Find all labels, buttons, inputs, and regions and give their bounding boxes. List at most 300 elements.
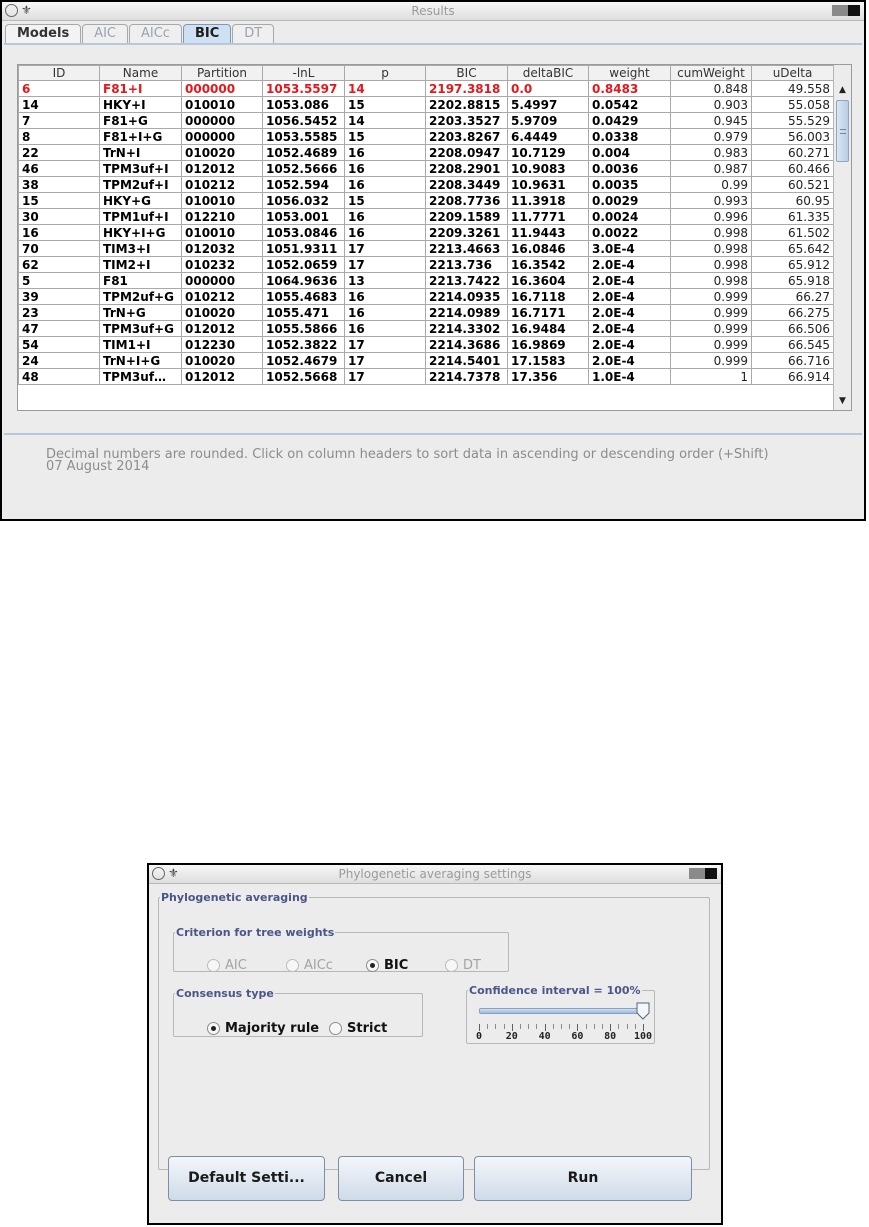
cell-partition: 012012 [182, 161, 263, 177]
table-row[interactable] [19, 273, 834, 289]
cell-partition: 010010 [182, 97, 263, 113]
slider-tick [520, 1024, 521, 1029]
cell-weight: 0.0022 [589, 225, 671, 241]
cell-id: 6 [19, 81, 100, 97]
cell-cumweight: 0.987 [671, 161, 752, 177]
cell-weight: 1.0E-4 [589, 369, 671, 385]
cell-cumweight: 0.999 [671, 337, 752, 353]
cell-deltabic: 10.7129 [508, 145, 589, 161]
radio-icon [207, 959, 220, 972]
cell-bic: 2208.3449 [426, 177, 508, 193]
cell-lnl: 1052.0659 [263, 257, 345, 273]
footnote-date: 07 August 2014 [46, 459, 150, 474]
cell-bic: 2214.3302 [426, 321, 508, 337]
tick-label: 100 [633, 1031, 653, 1042]
cell-name: TrN+I [100, 145, 182, 161]
cell-partition: 012230 [182, 337, 263, 353]
cell-name: TPM2uf+I [100, 177, 182, 193]
radio-icon [286, 959, 299, 972]
cell-partition: 010020 [182, 305, 263, 321]
cell-p: 16 [345, 177, 426, 193]
radio-icon [445, 959, 458, 972]
cell-bic: 2214.5401 [426, 353, 508, 369]
criterion-option-dt[interactable] [445, 958, 481, 973]
confidence-label: Confidence interval = 100% [469, 984, 641, 997]
cell-bic: 2213.7422 [426, 273, 508, 289]
cell-udelta: 65.918 [752, 273, 834, 289]
table-row[interactable] [19, 129, 834, 145]
consensus-option-strict[interactable] [329, 1021, 387, 1036]
consensus-label: Consensus type [176, 987, 274, 1000]
cell-p: 17 [345, 369, 426, 385]
cell-deltabic: 16.3542 [508, 257, 589, 273]
cell-weight: 0.004 [589, 145, 671, 161]
scroll-down-icon[interactable]: ▼ [839, 396, 846, 406]
cell-partition: 000000 [182, 113, 263, 129]
cell-lnl: 1053.5585 [263, 129, 345, 145]
window-title: Results [411, 4, 455, 18]
cell-weight: 0.8483 [589, 81, 671, 97]
cell-weight: 0.0029 [589, 193, 671, 209]
slider-tick [536, 1024, 537, 1029]
app-icon: ⚜ [21, 3, 32, 17]
criterion-option-aicc[interactable] [286, 958, 333, 973]
cell-deltabic: 10.9631 [508, 177, 589, 193]
table-row[interactable] [19, 177, 834, 193]
cell-bic: 2208.2901 [426, 161, 508, 177]
column-header-deltabic[interactable]: deltaBIC [508, 66, 589, 81]
cell-name: TPM3uf+I [100, 161, 182, 177]
cell-deltabic: 16.9484 [508, 321, 589, 337]
cell-cumweight: 0.999 [671, 289, 752, 305]
cell-lnl: 1055.5866 [263, 321, 345, 337]
slider-tick [627, 1024, 628, 1029]
results-table [18, 65, 834, 385]
cell-name: TrN+I+G [100, 353, 182, 369]
cell-deltabic: 16.0846 [508, 241, 589, 257]
cell-partition: 012012 [182, 321, 263, 337]
cell-udelta: 60.466 [752, 161, 834, 177]
cell-partition: 010020 [182, 145, 263, 161]
cell-lnl: 1052.4689 [263, 145, 345, 161]
cell-cumweight: 0.998 [671, 273, 752, 289]
cell-weight: 2.0E-4 [589, 289, 671, 305]
cell-bic: 2213.4663 [426, 241, 508, 257]
cell-partition: 000000 [182, 81, 263, 97]
cell-udelta: 60.95 [752, 193, 834, 209]
cell-cumweight: 0.993 [671, 193, 752, 209]
cell-weight: 2.0E-4 [589, 337, 671, 353]
cell-deltabic: 16.7118 [508, 289, 589, 305]
cell-bic: 2209.1589 [426, 209, 508, 225]
tab-divider [4, 43, 862, 45]
cell-udelta: 55.058 [752, 97, 834, 113]
dialog-body [149, 884, 721, 1223]
cell-udelta: 65.642 [752, 241, 834, 257]
cell-name: HKY+I+G [100, 225, 182, 241]
results-table-body [19, 81, 834, 385]
cell-cumweight: 0.998 [671, 225, 752, 241]
cell-weight: 0.0035 [589, 177, 671, 193]
tick-label: 80 [604, 1031, 617, 1042]
cell-p: 16 [345, 209, 426, 225]
cell-lnl: 1056.032 [263, 193, 345, 209]
criterion-label: Criterion for tree weights [176, 926, 335, 939]
confidence-ticks [479, 1024, 643, 1030]
results-titlebar[interactable] [2, 2, 864, 21]
cell-lnl: 1052.5668 [263, 369, 345, 385]
consensus-option-label: Strict [347, 1021, 388, 1036]
confidence-slider-track[interactable] [479, 1008, 643, 1014]
cell-udelta: 66.716 [752, 353, 834, 369]
cell-name: TIM1+I [100, 337, 182, 353]
footnote [46, 449, 769, 473]
cell-lnl: 1053.001 [263, 209, 345, 225]
tick-label: 0 [475, 1031, 483, 1042]
tick-label: 40 [538, 1031, 551, 1042]
column-header-lnl[interactable]: -lnL [263, 66, 345, 81]
table-scrollbar[interactable] [833, 65, 851, 410]
cell-deltabic: 17.1583 [508, 353, 589, 369]
cell-id: 70 [19, 241, 100, 257]
cell-cumweight: 0.998 [671, 257, 752, 273]
cell-name: HKY+G [100, 193, 182, 209]
cell-name: F81+G [100, 113, 182, 129]
cell-bic: 2209.3261 [426, 225, 508, 241]
radio-selected-icon [366, 959, 379, 972]
cell-id: 16 [19, 225, 100, 241]
cell-udelta: 66.506 [752, 321, 834, 337]
cell-partition: 012210 [182, 209, 263, 225]
cell-cumweight: 0.99 [671, 177, 752, 193]
cell-bic: 2213.736 [426, 257, 508, 273]
cell-id: 39 [19, 289, 100, 305]
minimize-icon[interactable] [832, 5, 848, 16]
table-row[interactable] [19, 321, 834, 337]
cell-deltabic: 11.3918 [508, 193, 589, 209]
cell-p: 17 [345, 337, 426, 353]
table-row[interactable] [19, 97, 834, 113]
cell-deltabic: 16.7171 [508, 305, 589, 321]
cell-weight: 2.0E-4 [589, 257, 671, 273]
cell-p: 14 [345, 81, 426, 97]
cell-bic: 2202.8815 [426, 97, 508, 113]
tab-aic[interactable]: AIC [82, 24, 128, 44]
cell-p: 16 [345, 161, 426, 177]
table-row[interactable] [19, 209, 834, 225]
column-header-bic[interactable]: BIC [426, 66, 508, 81]
column-header-id[interactable]: ID [19, 66, 100, 81]
cell-id: 22 [19, 145, 100, 161]
cell-lnl: 1053.5597 [263, 81, 345, 97]
radio-selected-icon [207, 1022, 220, 1035]
cell-lnl: 1053.086 [263, 97, 345, 113]
tab-bic[interactable]: BIC [183, 24, 231, 44]
cell-weight: 0.0024 [589, 209, 671, 225]
cell-p: 14 [345, 113, 426, 129]
slider-tick [602, 1024, 603, 1029]
column-header-p[interactable]: p [345, 66, 426, 81]
criterion-option-label: BIC [384, 958, 409, 973]
cell-deltabic: 11.7771 [508, 209, 589, 225]
cell-id: 46 [19, 161, 100, 177]
slider-tick [553, 1024, 554, 1029]
table-header-row [19, 66, 834, 81]
cell-deltabic: 10.9083 [508, 161, 589, 177]
cell-deltabic: 0.0 [508, 81, 589, 97]
maximize-icon[interactable] [848, 5, 860, 16]
cell-partition: 010020 [182, 353, 263, 369]
cell-lnl: 1064.9636 [263, 273, 345, 289]
cell-partition: 010010 [182, 225, 263, 241]
cell-weight: 2.0E-4 [589, 321, 671, 337]
criterion-option-aic[interactable] [207, 958, 247, 973]
slider-tick [586, 1024, 587, 1029]
cell-udelta: 60.271 [752, 145, 834, 161]
window-controls[interactable] [832, 5, 860, 16]
slider-tick [618, 1024, 619, 1029]
criterion-option-bic[interactable] [366, 958, 408, 973]
cell-id: 48 [19, 369, 100, 385]
cell-lnl: 1056.5452 [263, 113, 345, 129]
default-settings-button[interactable]: Default Setti... [168, 1156, 325, 1201]
slider-tick [643, 1024, 644, 1031]
cell-bic: 2214.7378 [426, 369, 508, 385]
cell-bic: 2214.3686 [426, 337, 508, 353]
table-row[interactable] [19, 289, 834, 305]
consensus-option-label: Majority rule [225, 1021, 320, 1036]
table-row[interactable] [19, 225, 834, 241]
confidence-group [466, 984, 655, 1044]
scrollbar-thumb[interactable] [836, 100, 849, 162]
cell-weight: 0.0036 [589, 161, 671, 177]
cell-name: TrN+G [100, 305, 182, 321]
grip-icon [840, 129, 846, 134]
cell-bic: 2208.0947 [426, 145, 508, 161]
cell-bic: 2197.3818 [426, 81, 508, 97]
cell-p: 17 [345, 257, 426, 273]
cell-p: 17 [345, 353, 426, 369]
cancel-button[interactable]: Cancel [338, 1156, 464, 1201]
cell-id: 62 [19, 257, 100, 273]
table-row[interactable] [19, 161, 834, 177]
cell-udelta: 66.545 [752, 337, 834, 353]
cell-bic: 2208.7736 [426, 193, 508, 209]
cell-udelta: 49.558 [752, 81, 834, 97]
slider-tick [479, 1024, 480, 1031]
cell-cumweight: 1 [671, 369, 752, 385]
column-header-udelta[interactable]: uDelta [752, 66, 834, 81]
cell-deltabic: 11.9443 [508, 225, 589, 241]
slider-tick [495, 1024, 496, 1029]
slider-tick [635, 1024, 636, 1029]
cell-p: 16 [345, 321, 426, 337]
table-row[interactable] [19, 257, 834, 273]
table-row[interactable] [19, 241, 834, 257]
table-row[interactable] [19, 113, 834, 129]
slider-tick [487, 1024, 488, 1029]
footnote-hint: Decimal numbers are rounded. Click on column headers to sort data in ascending or descending order (+Shift) [46, 447, 769, 462]
cell-udelta: 66.275 [752, 305, 834, 321]
cell-cumweight: 0.983 [671, 145, 752, 161]
cell-partition: 000000 [182, 129, 263, 145]
window-controls[interactable] [689, 868, 717, 879]
cell-id: 7 [19, 113, 100, 129]
cell-cumweight: 0.999 [671, 353, 752, 369]
table-row[interactable] [19, 353, 834, 369]
slider-tick [528, 1024, 529, 1029]
cell-deltabic: 16.9869 [508, 337, 589, 353]
cell-partition: 012032 [182, 241, 263, 257]
tab-bar [5, 24, 275, 44]
cell-name: TIM3+I [100, 241, 182, 257]
criterion-option-label: DT [463, 958, 481, 973]
tab-dt[interactable]: DT [232, 24, 274, 44]
run-button[interactable]: Run [474, 1156, 692, 1201]
cell-partition: 010232 [182, 257, 263, 273]
cell-lnl: 1052.5666 [263, 161, 345, 177]
cell-udelta: 60.521 [752, 177, 834, 193]
cell-cumweight: 0.848 [671, 81, 752, 97]
app-icon: ⚜ [168, 866, 179, 880]
footer-divider [4, 433, 862, 435]
cell-name: F81 [100, 273, 182, 289]
cell-p: 13 [345, 273, 426, 289]
cell-name: F81+I+G [100, 129, 182, 145]
slider-tick [594, 1024, 595, 1029]
cell-udelta: 66.914 [752, 369, 834, 385]
table-row[interactable] [19, 81, 834, 97]
cell-p: 16 [345, 225, 426, 241]
cell-p: 15 [345, 129, 426, 145]
cell-p: 15 [345, 193, 426, 209]
table-row[interactable] [19, 337, 834, 353]
slider-tick [512, 1024, 513, 1031]
cell-deltabic: 5.9709 [508, 113, 589, 129]
cell-cumweight: 0.996 [671, 209, 752, 225]
cell-udelta: 66.27 [752, 289, 834, 305]
cell-partition: 010212 [182, 177, 263, 193]
cell-cumweight: 0.979 [671, 129, 752, 145]
cell-lnl: 1052.594 [263, 177, 345, 193]
cell-deltabic: 5.4997 [508, 97, 589, 113]
cell-partition: 010212 [182, 289, 263, 305]
cell-weight: 3.0E-4 [589, 241, 671, 257]
slider-tick [504, 1024, 505, 1029]
cell-cumweight: 0.999 [671, 305, 752, 321]
cell-name: HKY+I [100, 97, 182, 113]
cell-udelta: 65.912 [752, 257, 834, 273]
cell-weight: 2.0E-4 [589, 273, 671, 289]
dialog-title: Phylogenetic averaging settings [338, 867, 532, 881]
table-row[interactable] [19, 193, 834, 209]
cell-p: 17 [345, 241, 426, 257]
cell-cumweight: 0.998 [671, 241, 752, 257]
cell-partition: 012012 [182, 369, 263, 385]
minimize-icon[interactable] [689, 868, 705, 879]
tab-models[interactable]: Models [5, 24, 81, 44]
cell-weight: 0.0429 [589, 113, 671, 129]
cell-weight: 2.0E-4 [589, 353, 671, 369]
tick-label: 60 [571, 1031, 584, 1042]
cell-id: 47 [19, 321, 100, 337]
criterion-option-label: AICc [304, 958, 333, 973]
table-row[interactable] [19, 145, 834, 161]
table-row[interactable] [19, 369, 834, 385]
column-header-weight[interactable]: weight [589, 66, 671, 81]
criterion-option-label: AIC [225, 958, 247, 973]
consensus-option-majority[interactable] [207, 1021, 319, 1036]
cell-deltabic: 6.4449 [508, 129, 589, 145]
tick-label: 20 [505, 1031, 518, 1042]
cell-name: F81+I [100, 81, 182, 97]
results-window [0, 0, 866, 521]
maximize-icon[interactable] [705, 868, 717, 879]
cell-id: 5 [19, 273, 100, 289]
cell-name: TPM1uf+I [100, 209, 182, 225]
scroll-up-icon[interactable]: ▲ [839, 85, 846, 95]
cell-cumweight: 0.903 [671, 97, 752, 113]
slider-tick [569, 1024, 570, 1029]
table-row[interactable] [19, 305, 834, 321]
cell-deltabic: 16.3604 [508, 273, 589, 289]
cell-p: 16 [345, 305, 426, 321]
cell-id: 23 [19, 305, 100, 321]
cell-id: 8 [19, 129, 100, 145]
cell-lnl: 1051.9311 [263, 241, 345, 257]
cell-cumweight: 0.999 [671, 321, 752, 337]
group-label: Phylogenetic averaging [161, 891, 308, 904]
cell-udelta: 56.003 [752, 129, 834, 145]
cell-lnl: 1055.4683 [263, 289, 345, 305]
cell-id: 14 [19, 97, 100, 113]
cell-deltabic: 17.356 [508, 369, 589, 385]
cell-lnl: 1052.4679 [263, 353, 345, 369]
cell-bic: 2214.0989 [426, 305, 508, 321]
cell-p: 15 [345, 97, 426, 113]
cell-udelta: 61.335 [752, 209, 834, 225]
cell-weight: 2.0E-4 [589, 305, 671, 321]
cell-bic: 2203.3527 [426, 113, 508, 129]
cell-p: 16 [345, 145, 426, 161]
confidence-slider-thumb[interactable] [636, 1002, 650, 1020]
cell-weight: 0.0542 [589, 97, 671, 113]
cell-id: 24 [19, 353, 100, 369]
cell-bic: 2214.0935 [426, 289, 508, 305]
cell-name: TIM2+I [100, 257, 182, 273]
cell-lnl: 1055.471 [263, 305, 345, 321]
column-header-cumweight[interactable]: cumWeight [671, 66, 752, 81]
column-header-partition[interactable]: Partition [182, 66, 263, 81]
cell-name: TPM2uf+G [100, 289, 182, 305]
averaging-dialog [147, 863, 723, 1225]
cell-partition: 010010 [182, 193, 263, 209]
cell-weight: 0.0338 [589, 129, 671, 145]
cell-udelta: 55.529 [752, 113, 834, 129]
tab-aicc[interactable]: AICc [129, 24, 182, 44]
radio-icon [329, 1022, 342, 1035]
column-header-name[interactable]: Name [100, 66, 182, 81]
cell-name: TPM3uf+G [100, 321, 182, 337]
cell-p: 16 [345, 289, 426, 305]
cell-lnl: 1053.0846 [263, 225, 345, 241]
cell-bic: 2203.8267 [426, 129, 508, 145]
cell-lnl: 1052.3822 [263, 337, 345, 353]
cell-cumweight: 0.945 [671, 113, 752, 129]
slider-tick [545, 1024, 546, 1031]
cell-udelta: 61.502 [752, 225, 834, 241]
dialog-titlebar[interactable] [149, 865, 721, 884]
